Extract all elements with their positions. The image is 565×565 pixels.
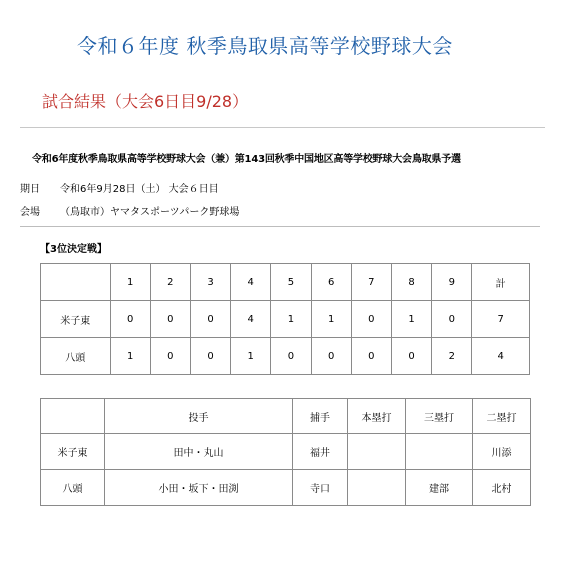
inning-score-cell: 0	[271, 338, 311, 375]
score-header-row	[41, 264, 530, 301]
date-row	[20, 180, 219, 195]
section-divider	[20, 226, 540, 227]
table-row	[41, 338, 530, 375]
home-run-cell	[348, 434, 406, 470]
stats-header-cell: 本塁打	[348, 399, 406, 434]
venue-row	[20, 203, 239, 218]
score-header-cell: 7	[351, 264, 391, 301]
stats-header-row	[41, 399, 531, 434]
inning-score-cell: 0	[391, 338, 431, 375]
score-header-cell: 8	[391, 264, 431, 301]
catcher-cell: 福井	[293, 434, 348, 470]
score-header-cell: 4	[231, 264, 271, 301]
triple-cell: 建部	[406, 470, 473, 506]
venue-value: （鳥取市）ヤマタスポーツパーク野球場	[60, 207, 240, 218]
game-label: 【3位決定戦】	[40, 244, 107, 255]
inning-score-cell: 0	[190, 338, 230, 375]
score-table	[40, 263, 530, 375]
pitcher-cell: 小田・坂下・田渕	[105, 470, 293, 506]
score-header-cell: 1	[110, 264, 150, 301]
table-row	[41, 301, 530, 338]
inning-score-cell: 0	[150, 338, 190, 375]
inning-score-cell: 1	[391, 301, 431, 338]
score-header-cell: 2	[150, 264, 190, 301]
score-header-cell: 5	[271, 264, 311, 301]
team-name-cell: 米子東	[41, 434, 105, 470]
triple-cell	[406, 434, 473, 470]
stats-header-cell: 投手	[105, 399, 293, 434]
player-stats-table	[40, 398, 531, 506]
score-header-cell: 計	[472, 264, 530, 301]
date-value: 令和6年9月28日（土） 大会６日目	[60, 184, 219, 195]
table-row	[41, 434, 531, 470]
stats-header-cell: 二塁打	[473, 399, 531, 434]
stats-header-cell	[41, 399, 105, 434]
stats-header-cell: 三塁打	[406, 399, 473, 434]
total-score-cell: 4	[472, 338, 530, 375]
inning-score-cell: 0	[351, 338, 391, 375]
score-header-cell: 3	[190, 264, 230, 301]
double-cell: 北村	[473, 470, 531, 506]
team-name-cell: 八頭	[41, 470, 105, 506]
score-header-cell	[41, 264, 111, 301]
table-row	[41, 470, 531, 506]
home-run-cell	[348, 470, 406, 506]
catcher-cell: 寺口	[293, 470, 348, 506]
inning-score-cell: 0	[110, 301, 150, 338]
pitcher-cell: 田中・丸山	[105, 434, 293, 470]
inning-score-cell: 0	[150, 301, 190, 338]
inning-score-cell: 2	[432, 338, 472, 375]
score-header-cell: 9	[432, 264, 472, 301]
inning-score-cell: 0	[432, 301, 472, 338]
total-score-cell: 7	[472, 301, 530, 338]
tournament-heading: 令和6年度秋季鳥取県高等学校野球大会（兼）第143回秋季中国地区高等学校野球大会鳥取県予選	[32, 154, 461, 165]
inning-score-cell: 0	[351, 301, 391, 338]
double-cell: 川添	[473, 434, 531, 470]
inning-score-cell: 4	[231, 301, 271, 338]
stats-header-cell: 捕手	[293, 399, 348, 434]
venue-label: 会場	[20, 207, 40, 218]
inning-score-cell: 0	[190, 301, 230, 338]
inning-score-cell: 1	[311, 301, 351, 338]
team-name-cell: 八頭	[41, 338, 111, 375]
date-label: 期日	[20, 184, 40, 195]
inning-score-cell: 1	[231, 338, 271, 375]
inning-score-cell: 1	[271, 301, 311, 338]
score-header-cell: 6	[311, 264, 351, 301]
team-name-cell: 米子東	[41, 301, 111, 338]
inning-score-cell: 0	[311, 338, 351, 375]
inning-score-cell: 1	[110, 338, 150, 375]
results-subtitle: 試合結果（大会6日目9/28）	[42, 92, 249, 111]
page-title: 令和６年度 秋季鳥取県高等学校野球大会	[77, 34, 453, 58]
